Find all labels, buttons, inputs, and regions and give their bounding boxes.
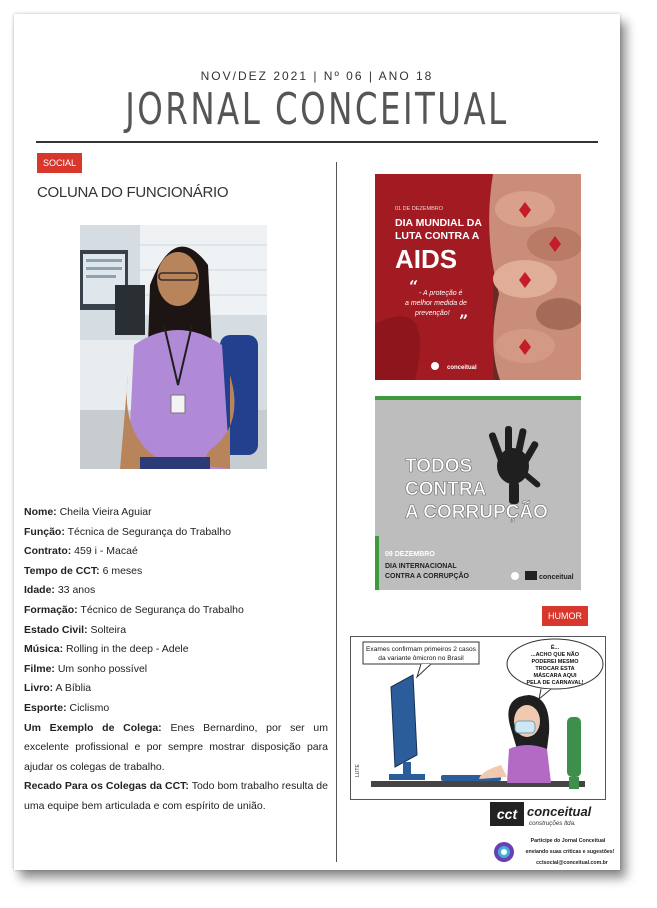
newsletter-title: JORNAL CONCEITUAL bbox=[125, 84, 509, 135]
header-divider bbox=[36, 141, 598, 143]
newsletter-page bbox=[14, 14, 620, 870]
column-divider bbox=[336, 162, 337, 862]
cartoon-bubble-line-3: PODEREI MESMO bbox=[531, 659, 579, 665]
logo-name: conceitual bbox=[527, 804, 592, 819]
corruption-sub-line-2: CONTRA A CORRUPÇÃO bbox=[385, 573, 469, 580]
aids-brand-logo-icon bbox=[431, 362, 439, 370]
cartoon-art bbox=[351, 637, 605, 799]
info-row-marital-status: Estado Civil: Solteira bbox=[24, 623, 127, 636]
corruption-brand-logo-icon bbox=[511, 572, 519, 580]
corruption-brand: conceitual bbox=[539, 574, 574, 581]
corruption-date: 09 DEZEMBRO bbox=[385, 551, 435, 558]
employee-photo bbox=[80, 225, 267, 469]
company-footer bbox=[490, 802, 618, 870]
cartoon-bubble-line-5: MÁSCARA AQUI bbox=[533, 673, 577, 679]
aids-quote-line-1: - A proteção é bbox=[419, 290, 463, 297]
issue-line: NOV/DEZ 2021 | Nº 06 | ANO 18 bbox=[200, 69, 434, 83]
cartoon-bubble-line-4: TROCAR ESTA bbox=[535, 666, 575, 672]
cartoon-signature: LUTE bbox=[355, 764, 361, 777]
cartoon-caption-line-1: Exames confirmam primeiros 2 casos bbox=[366, 646, 476, 653]
logo-subtitle: construções ltda. bbox=[529, 820, 576, 827]
info-row-message: Recado Para os Colegas da CCT: Todo bom trabalho resulta de uma equipe bem articulada e com espírito de união. bbox=[24, 780, 328, 812]
info-row-music: Música: Rolling in the deep - Adele bbox=[24, 643, 189, 656]
info-row-education: Formação: Técnico de Segurança do Trabalho bbox=[24, 603, 244, 616]
aids-quote-line-2: a melhor medida de bbox=[405, 300, 467, 307]
column-title: COLUNA DO FUNCIONÁRIO bbox=[37, 184, 229, 201]
company-logo bbox=[490, 802, 618, 870]
aids-awareness-poster bbox=[375, 174, 581, 380]
corruption-title-line-3: A CORRUPÇÃO bbox=[405, 502, 548, 523]
section-tag-humor: HUMOR bbox=[542, 606, 588, 626]
footer-line-2: enviando suas críticas e sugestões! bbox=[525, 849, 615, 855]
aids-quote-line-3: prevenção! bbox=[415, 310, 450, 317]
info-row-tenure: Tempo de CCT: 6 meses bbox=[24, 564, 143, 577]
info-row-movie: Filme: Um sonho possível bbox=[24, 662, 148, 675]
cartoon-bubble-line-6: PELA DE CARNAVAL! bbox=[526, 680, 584, 686]
aids-poster-art bbox=[375, 174, 581, 380]
corruption-poster-art bbox=[375, 396, 581, 590]
cartoon-bubble-line-2: ...ACHO QUE NÃO bbox=[531, 652, 579, 658]
corruption-title-line-1: TODOS bbox=[405, 456, 473, 477]
aids-quote-open-icon: “ bbox=[409, 277, 419, 296]
cartoon-bubble-line-1: É... bbox=[550, 645, 560, 651]
info-row-age: Idade: 33 anos bbox=[24, 584, 96, 597]
footer-line-1: Participe do Jornal Conceitual bbox=[530, 838, 606, 844]
employee-info bbox=[24, 503, 328, 817]
section-tag-social: SOCIAL bbox=[37, 153, 82, 173]
corruption-title-line-2: CONTRA bbox=[405, 479, 487, 500]
info-row-book: Livro: A Bíblia bbox=[24, 682, 92, 695]
aids-brand: conceitual bbox=[447, 365, 477, 371]
aids-title-line-1: DIA MUNDIAL DA bbox=[395, 217, 482, 229]
info-row-contract: Contrato: 459 i - Macaé bbox=[24, 545, 138, 558]
logo-cct: cct bbox=[496, 806, 518, 822]
aids-date: 01 DE DEZEMBRO bbox=[395, 206, 443, 212]
aids-quote-close-icon: ” bbox=[459, 311, 469, 330]
corruption-sub-line-1: DIA INTERNACIONAL bbox=[385, 563, 457, 570]
info-row-name: Nome: Cheila Vieira Aguiar bbox=[24, 506, 152, 518]
humor-cartoon bbox=[350, 636, 606, 800]
aids-title-line-2: LUTA CONTRA A bbox=[395, 230, 480, 242]
cartoon-caption-line-2: da variante ômicron no Brasil bbox=[378, 655, 464, 662]
info-row-role: Função: Técnica de Segurança do Trabalho bbox=[24, 525, 232, 538]
footer-email: cctsocial@conceitual.com.br bbox=[536, 860, 608, 866]
aids-title-big: AIDS bbox=[395, 244, 458, 274]
anti-corruption-poster bbox=[375, 396, 581, 590]
info-row-sport: Esporte: Ciclismo bbox=[24, 701, 110, 714]
employee-photo-illustration bbox=[80, 225, 267, 469]
info-row-colleague-example: Um Exemplo de Colega: Enes Bernardino, por ser um excelente profissional e por sempre mostrar disposição para ajudar os colegas de trabalho. bbox=[24, 721, 328, 773]
